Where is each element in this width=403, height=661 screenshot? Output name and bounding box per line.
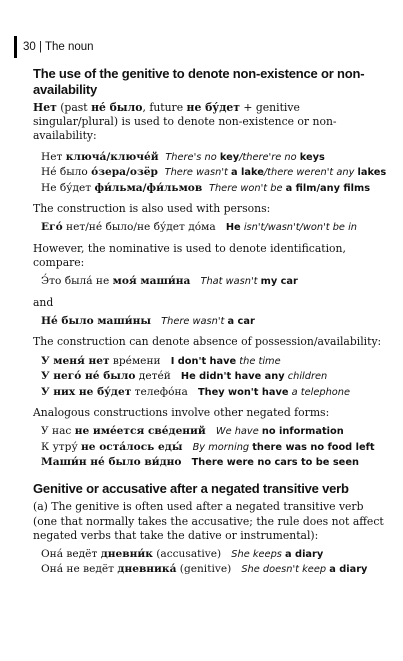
en-bold: He — [225, 222, 241, 234]
intro-term-future: не бу́дет — [186, 101, 240, 114]
en-text: children — [284, 371, 328, 383]
example-list-1 — [33, 150, 388, 197]
en-bold: no information — [261, 426, 344, 438]
intro-text-1: (past — [56, 101, 92, 114]
ru-bold: моя́ маши́на — [112, 275, 191, 288]
example-line — [33, 274, 388, 290]
en-text: /there're no — [239, 151, 300, 163]
ru-bold: Его́ — [41, 221, 63, 234]
en-text: isn't/wasn't/won't be in — [240, 222, 358, 234]
example-line — [33, 424, 388, 440]
ru-bold: о́зера/озёр — [91, 166, 158, 179]
en-bold: a diary — [329, 564, 368, 576]
ru-bold: дневника́ — [117, 563, 177, 576]
en-bold: there was no food left — [252, 441, 375, 453]
ru-text: нет/не́ было/не бу́дет до́ма — [62, 221, 216, 234]
ru-text: Э́то была́ не — [41, 275, 113, 288]
en-bold: They won't have — [197, 386, 289, 398]
ru-bold: ключа́/ключе́й — [65, 150, 159, 163]
en-bold: my car — [260, 276, 298, 288]
example-line — [33, 220, 388, 236]
en-text: That wasn't — [200, 276, 261, 288]
example-line — [33, 181, 388, 197]
ru-text: дете́й — [135, 370, 171, 383]
ru-bold: фи́льма/фи́льмов — [94, 181, 203, 194]
example-list-3 — [33, 424, 388, 471]
ru-text: Она́ ведёт — [41, 547, 101, 560]
en-text: She keeps — [231, 548, 286, 560]
en-bold: a car — [227, 315, 255, 327]
intro-term-past: не́ было — [91, 101, 143, 114]
en-text: the time — [236, 355, 281, 367]
negated-verb-paragraph: (a) The genitive is often used after a negated transitive verb (one that normally takes the accusative; the rule does not affect negated verbs that take the dative or instrumental): — [33, 500, 384, 542]
en-text: There won't be — [208, 182, 286, 194]
en-bold: He didn't have any — [180, 371, 285, 383]
ru-bold: У них не бу́дет — [41, 385, 132, 398]
en-bold: I don't have — [170, 355, 237, 367]
possession-paragraph: The construction can denote absence of possession/availability: — [33, 335, 382, 349]
en-text: a telephone — [288, 386, 351, 398]
page-body — [33, 66, 388, 578]
en-bold: a diary — [285, 548, 324, 560]
section-heading-negated-verb: Genitive or accusative after a negated transitive verb — [33, 480, 349, 496]
en-bold: lakes — [357, 167, 387, 179]
en-bold: keys — [299, 151, 325, 163]
en-text: /there weren't any — [263, 167, 358, 179]
ru-text: вре́мени — [109, 354, 161, 367]
ru-text: телефо́на — [131, 385, 188, 398]
ru-bold: не име́ется све́дений — [74, 425, 206, 438]
en-text: There's no — [165, 151, 220, 163]
example-line — [33, 165, 388, 181]
page-label: 30 | The noun — [23, 41, 94, 53]
example-line — [33, 385, 388, 401]
ru-bold: дневни́к — [100, 547, 153, 560]
en-text: There wasn't — [161, 315, 228, 327]
intro-text-3: + genitive singular/plural) is used to denote non-existence or non-availability: — [33, 101, 337, 143]
running-header — [14, 36, 94, 58]
ru-text: Не бу́дет — [41, 181, 95, 194]
ru-text: Нет — [41, 150, 66, 163]
header-rule — [14, 36, 17, 58]
example-line — [33, 562, 388, 578]
ru-text: К утру́ — [41, 440, 82, 453]
ru-bold: У меня́ нет — [41, 354, 110, 367]
en-text: She doesn't keep — [241, 564, 330, 576]
example-line — [33, 369, 388, 385]
however-paragraph: However, the nominative is used to denote identification, compare: — [33, 241, 346, 270]
analogous-paragraph: Analogous constructions involve other negated forms: — [33, 406, 330, 420]
ru-bold: не оста́лось еды́ — [81, 440, 183, 453]
example-list-2 — [33, 354, 388, 401]
ru-text: (genitive) — [176, 563, 232, 576]
example-line — [33, 455, 388, 471]
example-line — [33, 314, 388, 330]
example-list-4 — [33, 547, 388, 578]
en-bold: a film/any films — [285, 182, 371, 194]
ru-bold: У него́ не́ было — [41, 370, 136, 383]
ru-bold: Маши́н не́ было ви́дно — [41, 456, 182, 469]
en-bold: There were no cars to be seen — [191, 457, 359, 469]
ru-text: (accusative) — [152, 547, 222, 560]
ru-text: У нас — [41, 425, 75, 438]
en-text: There wasn't — [164, 167, 231, 179]
and-paragraph: and — [33, 295, 54, 309]
en-text: By morning — [192, 441, 253, 453]
example-line — [33, 547, 388, 563]
intro-term-net: Нет — [33, 101, 57, 114]
en-text: We have — [215, 426, 262, 438]
persons-paragraph: The construction is also used with persons: — [33, 202, 271, 216]
ru-text: Не́ было — [41, 166, 92, 179]
section-heading-nonexistence: The use of the genitive to denote non-existence or non-availability — [33, 66, 365, 97]
ru-bold: Не́ было маши́ны — [41, 314, 152, 327]
en-bold: key — [219, 151, 240, 163]
intro-text-2: , future — [142, 101, 187, 114]
ru-text: Она́ не ведёт — [41, 563, 118, 576]
example-line — [33, 440, 388, 456]
example-line — [33, 150, 388, 166]
en-bold: a lake — [230, 167, 264, 179]
intro-paragraph — [33, 101, 388, 144]
example-line — [33, 354, 388, 370]
